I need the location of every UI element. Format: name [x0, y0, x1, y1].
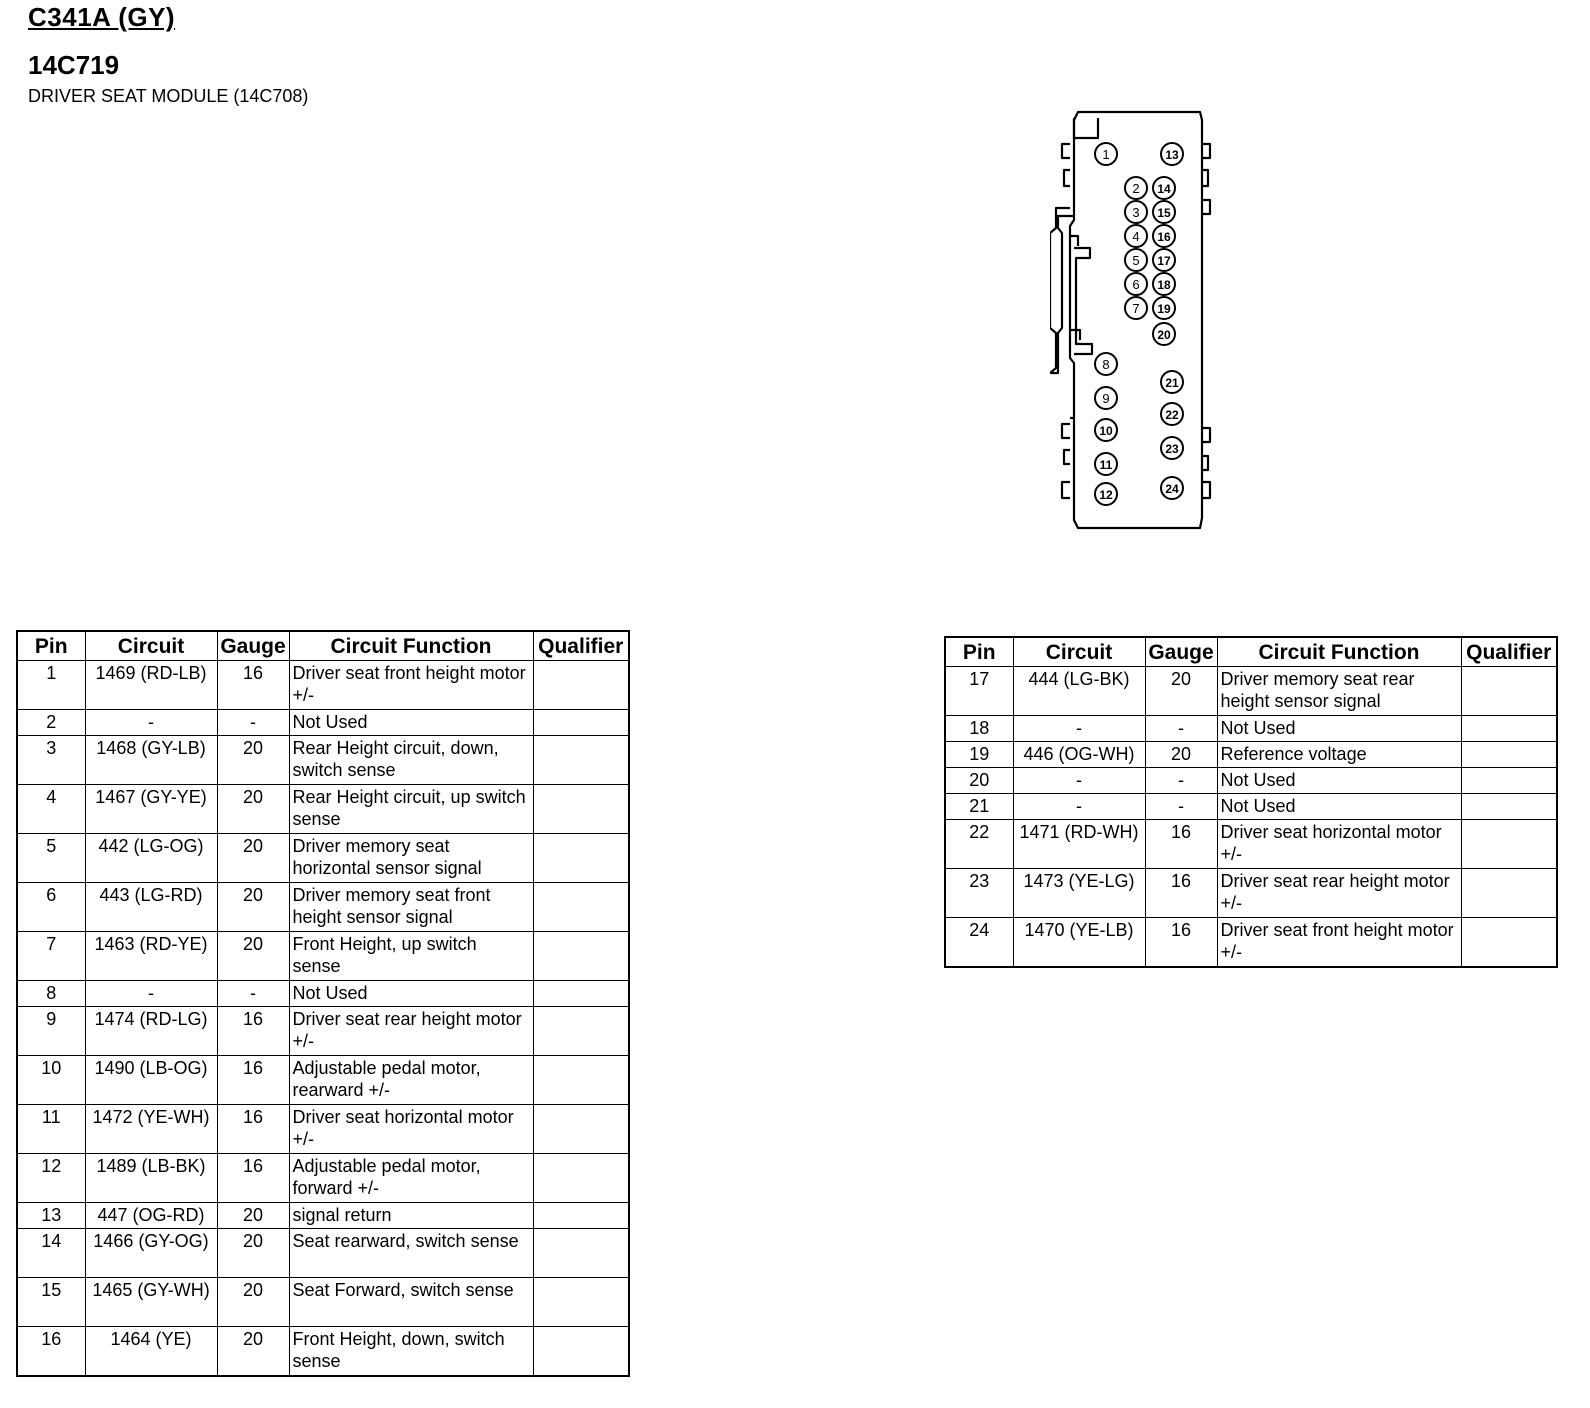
function-cell: Driver seat front height motor +/- — [289, 661, 533, 710]
qualifier-cell — [1461, 820, 1557, 869]
pin-number: 21 — [1165, 376, 1179, 390]
table-header-row — [945, 637, 1557, 667]
qualifier-cell — [533, 1327, 629, 1377]
pin-4-marker — [1125, 225, 1147, 247]
pin-cell: 14 — [17, 1229, 85, 1278]
qualifier-cell — [533, 661, 629, 710]
function-cell: Rear Height circuit, down, switch sense — [289, 736, 533, 785]
gauge-cell: - — [217, 981, 289, 1007]
qualifier-cell — [1461, 794, 1557, 820]
pin-cell: 4 — [17, 785, 85, 834]
circuit-cell: 1471 (RD-WH) — [1013, 820, 1145, 869]
gauge-cell: 16 — [217, 1056, 289, 1105]
function-cell: Seat rearward, switch sense — [289, 1229, 533, 1278]
function-cell: Not Used — [289, 981, 533, 1007]
pin-cell: 3 — [17, 736, 85, 785]
function-cell: Reference voltage — [1217, 742, 1461, 768]
pin-number: 4 — [1132, 229, 1140, 244]
pin-cell: 1 — [17, 661, 85, 710]
table-row — [17, 661, 629, 710]
gauge-cell: 16 — [217, 1007, 289, 1056]
part-number: 14C719 — [28, 50, 120, 80]
gauge-cell: 16 — [1145, 918, 1217, 968]
pin-16-marker — [1153, 225, 1175, 247]
gauge-cell: 16 — [217, 661, 289, 710]
pin-11-marker — [1095, 453, 1117, 475]
qualifier-cell — [533, 1056, 629, 1105]
pin-cell: 13 — [17, 1203, 85, 1229]
circuit-cell: 1490 (LB-OG) — [85, 1056, 217, 1105]
qualifier-cell — [1461, 716, 1557, 742]
circuit-cell: - — [1013, 768, 1145, 794]
function-cell: Driver seat rear height motor +/- — [289, 1007, 533, 1056]
gauge-cell: 20 — [1145, 667, 1217, 716]
qualifier-cell — [533, 834, 629, 883]
qualifier-cell — [1461, 768, 1557, 794]
pin-number: 7 — [1132, 301, 1140, 316]
qualifier-cell — [1461, 918, 1557, 968]
qualifier-cell — [1461, 742, 1557, 768]
pin-cell: 6 — [17, 883, 85, 932]
circuit-cell: 1466 (GY-OG) — [85, 1229, 217, 1278]
function-cell: Rear Height circuit, up switch sense — [289, 785, 533, 834]
gauge-cell: 20 — [217, 785, 289, 834]
table-row — [17, 1327, 629, 1377]
function-cell: Front Height, down, switch sense — [289, 1327, 533, 1377]
pin-cell: 18 — [945, 716, 1013, 742]
table-row — [17, 710, 629, 736]
function-cell: Front Height, up switch sense — [289, 932, 533, 981]
connector-title: C341A (GY) — [28, 2, 176, 32]
function-cell: Driver seat horizontal motor +/- — [1217, 820, 1461, 869]
pin-cell: 10 — [17, 1056, 85, 1105]
function-cell: signal return — [289, 1203, 533, 1229]
table-row — [945, 794, 1557, 820]
table-row — [17, 834, 629, 883]
table-row — [945, 820, 1557, 869]
qualifier-cell — [533, 1203, 629, 1229]
gauge-cell: - — [1145, 794, 1217, 820]
gauge-cell: 16 — [1145, 820, 1217, 869]
pin-number: 20 — [1157, 328, 1171, 342]
col-header-gauge: Gauge — [1145, 637, 1217, 667]
table-row — [17, 736, 629, 785]
circuit-cell: 443 (LG-RD) — [85, 883, 217, 932]
gauge-cell: - — [1145, 768, 1217, 794]
pin-cell: 19 — [945, 742, 1013, 768]
pin-number: 13 — [1165, 148, 1179, 162]
gauge-cell: 20 — [217, 1327, 289, 1377]
circuit-cell: - — [85, 981, 217, 1007]
table-row — [17, 981, 629, 1007]
pin-number: 16 — [1157, 230, 1171, 244]
pin-number: 6 — [1132, 277, 1140, 292]
pin-17-marker — [1153, 249, 1175, 271]
pin-cell: 9 — [17, 1007, 85, 1056]
qualifier-cell — [533, 932, 629, 981]
pin-cell: 8 — [17, 981, 85, 1007]
qualifier-cell — [1461, 869, 1557, 918]
circuit-cell: - — [85, 710, 217, 736]
pin-cell: 15 — [17, 1278, 85, 1327]
col-header-gauge: Gauge — [217, 631, 289, 661]
function-cell: Driver memory seat rear height sensor signal — [1217, 667, 1461, 716]
pin-18-marker — [1153, 273, 1175, 295]
pin-2-marker — [1125, 177, 1147, 199]
table-row — [945, 768, 1557, 794]
table-row — [945, 869, 1557, 918]
circuit-cell: 446 (OG-WH) — [1013, 742, 1145, 768]
circuit-cell: 1470 (YE-LB) — [1013, 918, 1145, 968]
pin-number: 22 — [1165, 408, 1179, 422]
pin-cell: 22 — [945, 820, 1013, 869]
pin-9-marker — [1095, 387, 1117, 409]
pin-number: 9 — [1102, 391, 1110, 406]
table-row — [17, 1056, 629, 1105]
qualifier-cell — [533, 981, 629, 1007]
qualifier-cell — [533, 785, 629, 834]
function-cell: Adjustable pedal motor, forward +/- — [289, 1154, 533, 1203]
table-row — [17, 1229, 629, 1278]
table-row — [945, 667, 1557, 716]
pin-21-marker — [1161, 371, 1183, 393]
col-header-pin: Pin — [17, 631, 85, 661]
pin-8-marker — [1095, 353, 1117, 375]
qualifier-cell — [533, 1007, 629, 1056]
gauge-cell: 20 — [217, 834, 289, 883]
pin-6-marker — [1125, 273, 1147, 295]
connector-latch-tab — [1074, 118, 1098, 138]
qualifier-cell — [533, 1105, 629, 1154]
module-name: DRIVER SEAT MODULE (14C708) — [28, 86, 309, 106]
function-cell: Not Used — [1217, 768, 1461, 794]
pin-number: 10 — [1099, 424, 1113, 438]
qualifier-cell — [533, 1154, 629, 1203]
circuit-cell: 1468 (GY-LB) — [85, 736, 217, 785]
pin-20-marker — [1153, 323, 1175, 345]
circuit-cell: - — [1013, 716, 1145, 742]
col-header-function: Circuit Function — [289, 631, 533, 661]
gauge-cell: 20 — [217, 1278, 289, 1327]
table-row — [17, 1154, 629, 1203]
pin-cell: 12 — [17, 1154, 85, 1203]
pin-number: 23 — [1165, 442, 1179, 456]
pin-cell: 23 — [945, 869, 1013, 918]
table-row — [17, 932, 629, 981]
pin-number: 19 — [1157, 302, 1171, 316]
circuit-cell: 1469 (RD-LB) — [85, 661, 217, 710]
pin-number: 17 — [1157, 254, 1171, 268]
function-cell: Not Used — [289, 710, 533, 736]
gauge-cell: 16 — [217, 1154, 289, 1203]
function-cell: Not Used — [1217, 794, 1461, 820]
table-row — [17, 1203, 629, 1229]
table-row — [17, 1105, 629, 1154]
pin-cell: 7 — [17, 932, 85, 981]
gauge-cell: - — [1145, 716, 1217, 742]
pin-23-marker — [1161, 437, 1183, 459]
pin-7-marker — [1125, 297, 1147, 319]
circuit-cell: 1472 (YE-WH) — [85, 1105, 217, 1154]
pin-cell: 2 — [17, 710, 85, 736]
function-cell: Not Used — [1217, 716, 1461, 742]
circuit-cell: 1463 (RD-YE) — [85, 932, 217, 981]
function-cell: Driver seat front height motor +/- — [1217, 918, 1461, 968]
table-row — [17, 1278, 629, 1327]
gauge-cell: 20 — [217, 932, 289, 981]
table-row — [945, 918, 1557, 968]
pin-cell: 24 — [945, 918, 1013, 968]
function-cell: Adjustable pedal motor, rearward +/- — [289, 1056, 533, 1105]
table-row — [17, 1007, 629, 1056]
pin-3-marker — [1125, 201, 1147, 223]
function-cell: Driver seat rear height motor +/- — [1217, 869, 1461, 918]
qualifier-cell — [533, 736, 629, 785]
table-row — [945, 742, 1557, 768]
circuit-cell: 447 (OG-RD) — [85, 1203, 217, 1229]
pin-13-marker — [1161, 143, 1183, 165]
function-cell: Seat Forward, switch sense — [289, 1278, 533, 1327]
qualifier-cell — [533, 1278, 629, 1327]
col-header-circuit: Circuit — [1013, 637, 1145, 667]
gauge-cell: 16 — [217, 1105, 289, 1154]
circuit-cell: 1474 (RD-LG) — [85, 1007, 217, 1056]
circuit-cell: 1473 (YE-LG) — [1013, 869, 1145, 918]
connector-face-diagram — [1050, 108, 1230, 538]
function-cell: Driver seat horizontal motor +/- — [289, 1105, 533, 1154]
table-header-row — [17, 631, 629, 661]
pin-number: 15 — [1157, 206, 1171, 220]
pin-number: 8 — [1102, 357, 1110, 372]
pin-cell: 16 — [17, 1327, 85, 1377]
pin-cell: 5 — [17, 834, 85, 883]
pin-number: 3 — [1132, 205, 1140, 220]
pin-cell: 17 — [945, 667, 1013, 716]
table-row — [945, 716, 1557, 742]
pin-number: 1 — [1102, 147, 1110, 162]
pin-number: 14 — [1157, 182, 1171, 196]
qualifier-cell — [533, 1229, 629, 1278]
qualifier-cell — [533, 710, 629, 736]
pin-number: 24 — [1165, 482, 1179, 496]
pin-5-marker — [1125, 249, 1147, 271]
circuit-cell: 1465 (GY-WH) — [85, 1278, 217, 1327]
function-cell: Driver memory seat horizontal sensor signal — [289, 834, 533, 883]
col-header-function: Circuit Function — [1217, 637, 1461, 667]
qualifier-cell — [1461, 667, 1557, 716]
qualifier-cell — [533, 883, 629, 932]
pin-19-marker — [1153, 297, 1175, 319]
pin-number: 18 — [1157, 278, 1171, 292]
gauge-cell: 16 — [1145, 869, 1217, 918]
col-header-qualifier: Qualifier — [1461, 637, 1557, 667]
pin-number: 5 — [1132, 253, 1140, 268]
pin-1-marker — [1095, 143, 1117, 165]
circuit-cell: - — [1013, 794, 1145, 820]
table-row — [17, 785, 629, 834]
circuit-cell: 1467 (GY-YE) — [85, 785, 217, 834]
pinout-table-right — [944, 636, 1558, 968]
gauge-cell: - — [217, 710, 289, 736]
pin-number: 2 — [1132, 181, 1140, 196]
circuit-cell: 1464 (YE) — [85, 1327, 217, 1377]
circuit-cell: 1489 (LB-BK) — [85, 1154, 217, 1203]
col-header-pin: Pin — [945, 637, 1013, 667]
pin-10-marker — [1095, 419, 1117, 441]
gauge-cell: 20 — [217, 1203, 289, 1229]
function-cell: Driver memory seat front height sensor signal — [289, 883, 533, 932]
circuit-cell: 444 (LG-BK) — [1013, 667, 1145, 716]
pin-cell: 21 — [945, 794, 1013, 820]
gauge-cell: 20 — [217, 883, 289, 932]
table-row — [17, 883, 629, 932]
gauge-cell: 20 — [1145, 742, 1217, 768]
pin-22-marker — [1161, 403, 1183, 425]
gauge-cell: 20 — [217, 736, 289, 785]
pin-24-marker — [1161, 477, 1183, 499]
col-header-qualifier: Qualifier — [533, 631, 629, 661]
pin-15-marker — [1153, 201, 1175, 223]
pin-14-marker — [1153, 177, 1175, 199]
pin-cell: 20 — [945, 768, 1013, 794]
col-header-circuit: Circuit — [85, 631, 217, 661]
pin-number: 11 — [1099, 458, 1113, 472]
pin-number: 12 — [1099, 488, 1113, 502]
pin-12-marker — [1095, 483, 1117, 505]
circuit-cell: 442 (LG-OG) — [85, 834, 217, 883]
pinout-table-left — [16, 630, 630, 1377]
pin-cell: 11 — [17, 1105, 85, 1154]
gauge-cell: 20 — [217, 1229, 289, 1278]
